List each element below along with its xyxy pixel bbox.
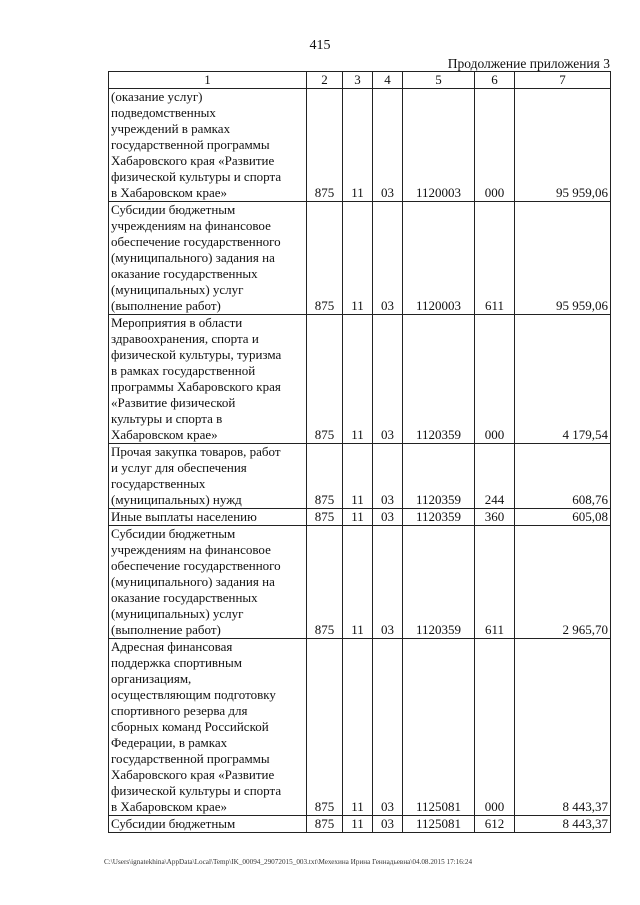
target-article-code: 1120359 bbox=[403, 526, 475, 639]
budget-table bbox=[108, 71, 611, 833]
description-line: физической культуры и спорта bbox=[111, 783, 282, 798]
table-row bbox=[109, 639, 611, 816]
column-header: 5 bbox=[403, 72, 475, 89]
description-line: (муниципальных) услуг bbox=[111, 606, 244, 621]
subsection-code: 03 bbox=[373, 89, 403, 202]
expense-type-code: 000 bbox=[475, 639, 515, 816]
expense-type-code: 000 bbox=[475, 89, 515, 202]
section-code: 11 bbox=[343, 202, 373, 315]
description-line: сборных команд Российской bbox=[111, 719, 269, 734]
table-row bbox=[109, 202, 611, 315]
target-article-code: 1125081 bbox=[403, 816, 475, 833]
table-row bbox=[109, 444, 611, 509]
description-line: Субсидии бюджетным bbox=[111, 816, 236, 831]
description-line: программы Хабаровского края bbox=[111, 379, 281, 394]
target-article-code: 1120359 bbox=[403, 315, 475, 444]
row-description bbox=[109, 509, 307, 526]
target-article-code: 1120359 bbox=[403, 444, 475, 509]
description-line: (муниципального) задания на bbox=[111, 574, 275, 589]
column-header: 7 bbox=[515, 72, 611, 89]
subsection-code: 03 bbox=[373, 639, 403, 816]
description-line: (оказание услуг) bbox=[111, 89, 203, 104]
row-description bbox=[109, 816, 307, 833]
description-line: государственной программы bbox=[111, 751, 270, 766]
ministry-code: 875 bbox=[307, 89, 343, 202]
description-line: Субсидии бюджетным bbox=[111, 202, 236, 217]
description-line: физической культуры и спорта bbox=[111, 169, 282, 184]
subsection-code: 03 bbox=[373, 444, 403, 509]
ministry-code: 875 bbox=[307, 202, 343, 315]
expense-type-code: 360 bbox=[475, 509, 515, 526]
subsection-code: 03 bbox=[373, 202, 403, 315]
description-line: (муниципальных) услуг bbox=[111, 282, 244, 297]
target-article-code: 1120003 bbox=[403, 89, 475, 202]
ministry-code: 875 bbox=[307, 639, 343, 816]
column-header: 3 bbox=[343, 72, 373, 89]
footer-file-path: C:\Users\ignatekhina\AppData\Local\Temp\IK_00094_29072015_003.txt\Мехехина Ирина Геннадьевна\04.08.2015 17:16:24 bbox=[104, 858, 473, 866]
expense-type-code: 612 bbox=[475, 816, 515, 833]
description-line: обеспечение государственного bbox=[111, 234, 281, 249]
description-line: в Хабаровском крае» bbox=[111, 799, 228, 814]
subsection-code: 03 bbox=[373, 526, 403, 639]
table-row bbox=[109, 816, 611, 833]
description-line: Иные выплаты населению bbox=[111, 509, 257, 524]
description-line: в рамках государственной bbox=[111, 363, 256, 378]
amount-value: 2 965,70 bbox=[515, 526, 611, 639]
description-line: здравоохранения, спорта и bbox=[111, 331, 259, 346]
description-line: (выполнение работ) bbox=[111, 298, 221, 313]
amount-value: 8 443,37 bbox=[515, 816, 611, 833]
table-row bbox=[109, 509, 611, 526]
section-code: 11 bbox=[343, 509, 373, 526]
description-line: учреждениям на финансовое bbox=[111, 542, 271, 557]
expense-type-code: 611 bbox=[475, 526, 515, 639]
row-description bbox=[109, 526, 307, 639]
ministry-code: 875 bbox=[307, 526, 343, 639]
description-line: «Развитие физической bbox=[111, 395, 236, 410]
section-code: 11 bbox=[343, 89, 373, 202]
section-code: 11 bbox=[343, 639, 373, 816]
subsection-code: 03 bbox=[373, 315, 403, 444]
description-line: (муниципальных) нужд bbox=[111, 492, 242, 507]
description-line: организациям, bbox=[111, 671, 192, 686]
expense-type-code: 000 bbox=[475, 315, 515, 444]
page-number: 415 bbox=[309, 38, 331, 53]
column-header: 2 bbox=[307, 72, 343, 89]
description-line: Мероприятия в области bbox=[111, 315, 243, 330]
target-article-code: 1120359 bbox=[403, 509, 475, 526]
ministry-code: 875 bbox=[307, 816, 343, 833]
description-line: учреждений в рамках bbox=[111, 121, 231, 136]
row-description bbox=[109, 639, 307, 816]
section-code: 11 bbox=[343, 315, 373, 444]
amount-value: 605,08 bbox=[515, 509, 611, 526]
description-line: государственных bbox=[111, 476, 206, 491]
row-description bbox=[109, 444, 307, 509]
ministry-code: 875 bbox=[307, 509, 343, 526]
table-row bbox=[109, 315, 611, 444]
description-line: государственной программы bbox=[111, 137, 270, 152]
description-line: Прочая закупка товаров, работ bbox=[111, 444, 281, 459]
amount-value: 608,76 bbox=[515, 444, 611, 509]
row-description bbox=[109, 315, 307, 444]
description-line: Федерации, в рамках bbox=[111, 735, 228, 750]
description-line: физической культуры, туризма bbox=[111, 347, 282, 362]
amount-value: 95 959,06 bbox=[515, 202, 611, 315]
table-row bbox=[109, 526, 611, 639]
target-article-code: 1120003 bbox=[403, 202, 475, 315]
amount-value: 95 959,06 bbox=[515, 89, 611, 202]
ministry-code: 875 bbox=[307, 444, 343, 509]
description-line: Хабаровском крае» bbox=[111, 427, 218, 442]
description-line: поддержка спортивным bbox=[111, 655, 242, 670]
description-line: Хабаровского края «Развитие bbox=[111, 153, 275, 168]
description-line: культуры и спорта в bbox=[111, 411, 223, 426]
amount-value: 8 443,37 bbox=[515, 639, 611, 816]
column-header: 6 bbox=[475, 72, 515, 89]
description-line: обеспечение государственного bbox=[111, 558, 281, 573]
section-code: 11 bbox=[343, 526, 373, 639]
target-article-code: 1125081 bbox=[403, 639, 475, 816]
column-header: 4 bbox=[373, 72, 403, 89]
amount-value: 4 179,54 bbox=[515, 315, 611, 444]
expense-type-code: 611 bbox=[475, 202, 515, 315]
description-line: подведомственных bbox=[111, 105, 216, 120]
subsection-code: 03 bbox=[373, 509, 403, 526]
description-line: учреждениям на финансовое bbox=[111, 218, 271, 233]
section-code: 11 bbox=[343, 444, 373, 509]
description-line: Хабаровского края «Развитие bbox=[111, 767, 275, 782]
description-line: (выполнение работ) bbox=[111, 622, 221, 637]
description-line: Субсидии бюджетным bbox=[111, 526, 236, 541]
description-line: оказание государственных bbox=[111, 266, 258, 281]
table-row bbox=[109, 89, 611, 202]
description-line: спортивного резерва для bbox=[111, 703, 248, 718]
appendix-continuation-label: Продолжение приложения 3 bbox=[447, 56, 610, 71]
description-line: в Хабаровском крае» bbox=[111, 185, 228, 200]
ministry-code: 875 bbox=[307, 315, 343, 444]
expense-type-code: 244 bbox=[475, 444, 515, 509]
column-header: 1 bbox=[109, 72, 307, 89]
description-line: оказание государственных bbox=[111, 590, 258, 605]
description-line: Адресная финансовая bbox=[111, 639, 233, 654]
section-code: 11 bbox=[343, 816, 373, 833]
description-line: и услуг для обеспечения bbox=[111, 460, 247, 475]
table-header-row bbox=[109, 72, 611, 89]
description-line: осуществляющим подготовку bbox=[111, 687, 276, 702]
row-description bbox=[109, 89, 307, 202]
subsection-code: 03 bbox=[373, 816, 403, 833]
row-description bbox=[109, 202, 307, 315]
description-line: (муниципального) задания на bbox=[111, 250, 275, 265]
